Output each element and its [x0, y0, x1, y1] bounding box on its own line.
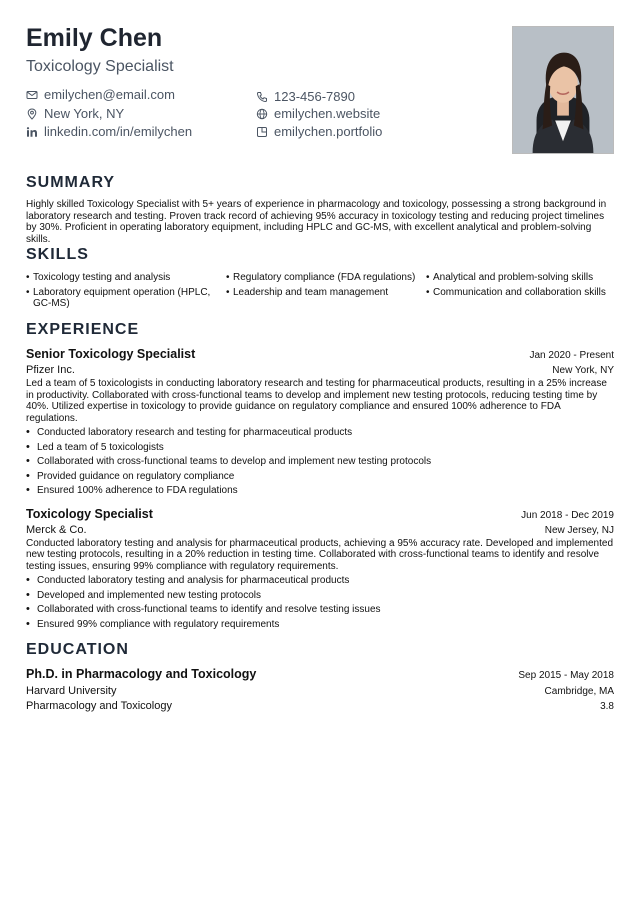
- linkedin-icon: [26, 126, 38, 138]
- contact-email[interactable]: [26, 87, 175, 102]
- list-item: • Ensured 100% adherence to FDA regulations: [26, 484, 238, 496]
- contact-phone[interactable]: [256, 89, 355, 104]
- contact-linkedin[interactable]: [26, 124, 192, 139]
- skill-item: • Laboratory equipment operation (HPLC, GC-MS): [26, 286, 211, 309]
- education-date: Sep 2015 - May 2018: [518, 670, 614, 681]
- company-name: Merck & Co.: [26, 523, 87, 536]
- skill-item: • Toxicology testing and analysis: [26, 272, 171, 283]
- phone-text: 123-456-7890: [274, 89, 355, 104]
- education-section: [26, 641, 614, 712]
- job-date: Jun 2018 - Dec 2019: [521, 509, 614, 521]
- job-bullets: [26, 575, 614, 630]
- list-item: • Led a team of 5 toxicologists: [26, 440, 164, 453]
- list-item: • Collaborated with cross-functional teams to develop and implement new testing protocols: [26, 455, 432, 467]
- skill-item: • Leadership and team management: [226, 286, 389, 298]
- degree-title: Ph.D. in Pharmacology and Toxicology: [26, 667, 257, 681]
- school-location: Cambridge, MA: [544, 686, 614, 697]
- portfolio-icon: [256, 126, 268, 138]
- skill-item: • Analytical and problem-solving skills: [426, 272, 594, 283]
- job-title: Senior Toxicology Specialist: [26, 347, 196, 361]
- profile-photo: [512, 26, 614, 154]
- skills-list: [26, 272, 614, 310]
- gpa-value: 3.8: [600, 701, 614, 712]
- portfolio-text: emilychen.portfolio: [274, 124, 383, 139]
- summary-text: Highly skilled Toxicology Specialist with 5+ years of experience in pharmacology and toxicology, possessing a strong background in laboratory research and testing. Proven track record of achieving 95% accuracy in toxicology testing and reducing project timelines by 30%. Proficient in operating laboratory equipment, including HPLC and GC-MS, with excellent analytical and problem-solving skills.: [26, 199, 607, 245]
- mail-icon: [26, 89, 38, 101]
- skills-section: [26, 246, 614, 310]
- school-name: Harvard University: [26, 685, 117, 697]
- resume-header: [26, 0, 614, 160]
- globe-icon: [256, 108, 268, 120]
- job-location: New York, NY: [552, 365, 614, 376]
- job-date: Jan 2020 - Present: [529, 350, 614, 361]
- website-text: emilychen.website: [274, 106, 381, 121]
- contact-location: [26, 106, 124, 121]
- job-description: Led a team of 5 toxicologists in conducting laboratory research and testing for pharmaceutical products, resulting in a 25% increase in productivity. Collaborated with cross-functional teams to develop and implement new testing protocols, reducing testing time by 40%. Utilized expertise in toxicology to provide guidance on regulatory compliance and ensured 100% adherence to FDA regulations.: [26, 378, 607, 424]
- list-item: • Conducted laboratory testing and analysis for pharmaceutical products: [26, 574, 350, 586]
- company-name: Pfizer Inc.: [26, 364, 75, 376]
- job-entry: [26, 347, 614, 497]
- summary-section: [26, 174, 614, 245]
- list-item: • Provided guidance on regulatory compliance: [26, 469, 235, 482]
- skill-item: • Regulatory compliance (FDA regulations): [226, 272, 416, 283]
- summary-heading: SUMMARY: [26, 174, 116, 191]
- job-entry: [26, 507, 614, 631]
- linkedin-text: linkedin.com/in/emilychen: [44, 124, 193, 139]
- candidate-name: Emily Chen: [26, 24, 163, 52]
- experience-section: [26, 321, 614, 633]
- list-item: • Ensured 99% compliance with regulatory requirements: [26, 617, 280, 630]
- job-location: New Jersey, NJ: [544, 524, 614, 536]
- list-item: • Developed and implemented new testing protocols: [26, 588, 262, 601]
- skill-item: • Communication and collaboration skills: [426, 286, 606, 298]
- contact-portfolio[interactable]: [256, 124, 382, 139]
- email-text: emilychen@email.com: [44, 87, 175, 102]
- job-bullets: [26, 427, 614, 497]
- field-of-study: Pharmacology and Toxicology: [26, 700, 172, 712]
- candidate-title: Toxicology Specialist: [26, 58, 174, 75]
- location-text: New York, NY: [44, 106, 125, 121]
- skills-heading: SKILLS: [26, 246, 89, 263]
- experience-heading: EXPERIENCE: [26, 321, 140, 338]
- job-title: Toxicology Specialist: [26, 506, 153, 521]
- list-item: • Conducted laboratory research and testing for pharmaceutical products: [26, 426, 353, 438]
- education-entry: [26, 667, 614, 712]
- job-description: Conducted laboratory testing and analysis for pharmaceutical products, achieving a 95% accuracy rate. Developed and implemented new testing protocols, resulting in a 20% reduction in testing time. Collaborated with cross-functional teams to identify and resolve testing issues, ensuring 99% compliance with regulatory requirements.: [26, 537, 614, 572]
- list-item: • Collaborated with cross-functional teams to identify and resolve testing issues: [26, 603, 381, 615]
- contact-website[interactable]: [256, 106, 380, 121]
- education-heading: EDUCATION: [26, 641, 129, 658]
- location-pin-icon: [26, 108, 38, 120]
- phone-icon: [256, 91, 268, 103]
